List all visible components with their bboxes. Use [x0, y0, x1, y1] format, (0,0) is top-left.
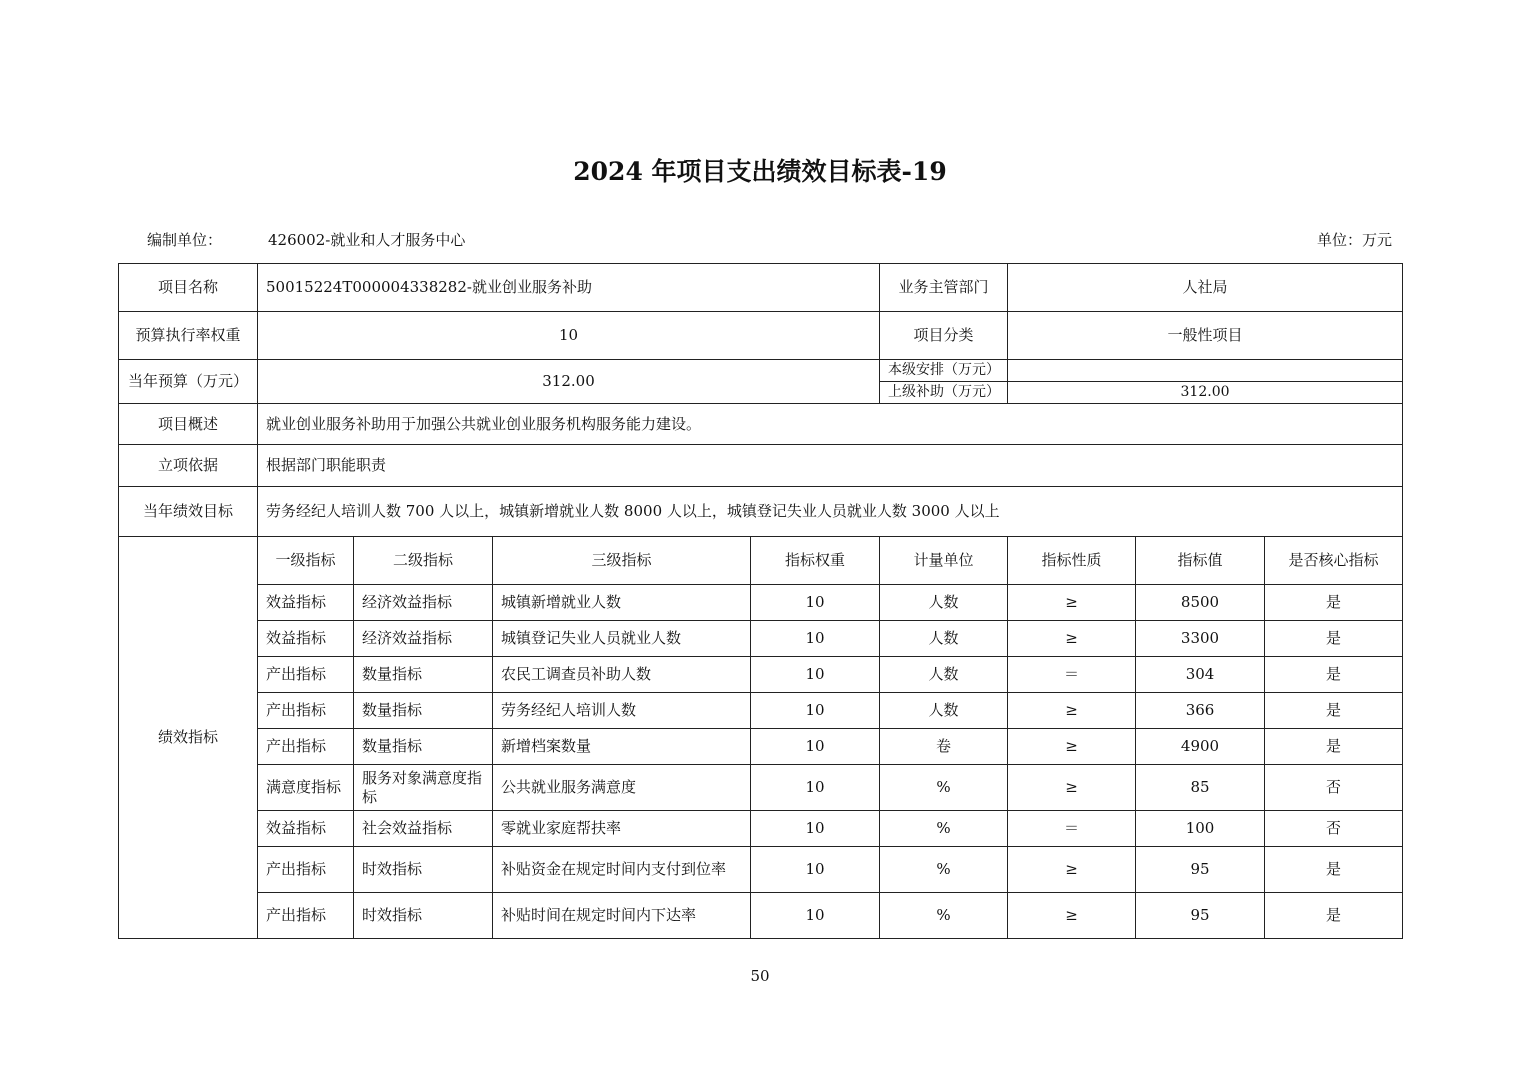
- header-weight: 指标权重: [751, 537, 880, 585]
- goal-value: 劳务经纪人培训人数 700 人以上，城镇新增就业人数 8000 人以上，城镇登记失业人员就业人数 3000 人以上: [258, 487, 1403, 537]
- row-project-name: [119, 264, 1403, 312]
- indicator-nature: ≥: [1008, 585, 1136, 621]
- indicator-nature: ＝: [1008, 811, 1136, 847]
- indicator-core: 否: [1265, 811, 1403, 847]
- indicator-row: [119, 811, 1403, 847]
- header-level1: 一级指标: [258, 537, 354, 585]
- indicator-row: [119, 847, 1403, 893]
- budget-label: 当年预算（万元）: [119, 360, 258, 404]
- row-summary: [119, 404, 1403, 445]
- indicator-nature: ≥: [1008, 621, 1136, 657]
- indicator-level1: 产出指标: [258, 729, 354, 765]
- indicator-weight: 10: [751, 811, 880, 847]
- indicator-level2: 经济效益指标: [354, 621, 493, 657]
- row-weight: [119, 312, 1403, 360]
- indicator-value: 95: [1136, 847, 1265, 893]
- indicator-level3: 公共就业服务满意度: [493, 765, 751, 811]
- project-name-value: 50015224T000004338282-就业创业服务补助: [258, 264, 880, 312]
- indicator-level2: 数量指标: [354, 657, 493, 693]
- header-value: 指标值: [1136, 537, 1265, 585]
- dept-label: 业务主管部门: [880, 264, 1008, 312]
- indicator-level3: 劳务经纪人培训人数: [493, 693, 751, 729]
- row-basis: [119, 445, 1403, 487]
- indicator-unit: 人数: [880, 693, 1008, 729]
- indicator-level3: 新增档案数量: [493, 729, 751, 765]
- indicator-value: 366: [1136, 693, 1265, 729]
- indicator-level1: 产出指标: [258, 657, 354, 693]
- indicator-level2: 数量指标: [354, 729, 493, 765]
- weight-value: 10: [258, 312, 880, 360]
- category-value: 一般性项目: [1008, 312, 1403, 360]
- indicator-nature: ≥: [1008, 847, 1136, 893]
- indicator-level1: 产出指标: [258, 893, 354, 939]
- header-nature: 指标性质: [1008, 537, 1136, 585]
- row-budget-local: [119, 360, 1403, 382]
- document-title: 2024 年项目支出绩效目标表-19: [573, 157, 947, 186]
- local-budget-label: 本级安排（万元）: [880, 360, 1008, 382]
- indicator-core: 是: [1265, 657, 1403, 693]
- indicator-unit: %: [880, 847, 1008, 893]
- indicator-value: 4900: [1136, 729, 1265, 765]
- basis-value: 根据部门职能职责: [258, 445, 1403, 487]
- performance-target-table: [118, 263, 1403, 939]
- indicator-nature: ＝: [1008, 657, 1136, 693]
- indicator-level3: 补贴资金在规定时间内支付到位率: [493, 847, 751, 893]
- indicator-row: [119, 621, 1403, 657]
- project-name-label: 项目名称: [119, 264, 258, 312]
- indicator-unit: 人数: [880, 621, 1008, 657]
- indicator-weight: 10: [751, 893, 880, 939]
- goal-label: 当年绩效目标: [119, 487, 258, 537]
- indicator-core: 是: [1265, 693, 1403, 729]
- indicator-value: 85: [1136, 765, 1265, 811]
- indicator-core: 否: [1265, 765, 1403, 811]
- indicator-value: 304: [1136, 657, 1265, 693]
- indicator-row: [119, 585, 1403, 621]
- dept-value: 人社局: [1008, 264, 1403, 312]
- upper-subsidy-value: 312.00: [1008, 382, 1403, 404]
- basis-label: 立项依据: [119, 445, 258, 487]
- indicator-weight: 10: [751, 585, 880, 621]
- indicator-header-row: [119, 537, 1403, 585]
- indicator-weight: 10: [751, 765, 880, 811]
- indicator-row: [119, 893, 1403, 939]
- indicator-level1: 效益指标: [258, 811, 354, 847]
- indicator-unit: 卷: [880, 729, 1008, 765]
- indicator-level2: 时效指标: [354, 847, 493, 893]
- indicator-level3: 农民工调查员补助人数: [493, 657, 751, 693]
- header-level3: 三级指标: [493, 537, 751, 585]
- indicator-level2: 服务对象满意度指标: [354, 765, 493, 811]
- indicator-core: 是: [1265, 729, 1403, 765]
- indicator-level2: 数量指标: [354, 693, 493, 729]
- category-label: 项目分类: [880, 312, 1008, 360]
- indicator-core: 是: [1265, 621, 1403, 657]
- indicator-weight: 10: [751, 729, 880, 765]
- indicator-row: [119, 729, 1403, 765]
- budget-value: 312.00: [258, 360, 880, 404]
- row-goal: [119, 487, 1403, 537]
- indicator-level3: 补贴时间在规定时间内下达率: [493, 893, 751, 939]
- indicator-level1: 效益指标: [258, 621, 354, 657]
- indicator-unit: %: [880, 893, 1008, 939]
- compiling-unit-label: 编制单位：: [147, 231, 223, 249]
- indicator-nature: ≥: [1008, 893, 1136, 939]
- indicator-row: [119, 657, 1403, 693]
- indicator-level3: 城镇登记失业人员就业人数: [493, 621, 751, 657]
- indicator-value: 3300: [1136, 621, 1265, 657]
- indicator-unit: 人数: [880, 585, 1008, 621]
- summary-value: 就业创业服务补助用于加强公共就业创业服务机构服务能力建设。: [258, 404, 1403, 445]
- indicator-weight: 10: [751, 657, 880, 693]
- indicator-weight: 10: [751, 621, 880, 657]
- header-core: 是否核心指标: [1265, 537, 1403, 585]
- indicator-level2: 经济效益指标: [354, 585, 493, 621]
- summary-label: 项目概述: [119, 404, 258, 445]
- indicator-level2: 社会效益指标: [354, 811, 493, 847]
- indicator-core: 是: [1265, 893, 1403, 939]
- indicator-level1: 效益指标: [258, 585, 354, 621]
- indicator-value: 100: [1136, 811, 1265, 847]
- upper-subsidy-label: 上级补助（万元）: [880, 382, 1008, 404]
- indicator-row: [119, 693, 1403, 729]
- indicator-weight: 10: [751, 693, 880, 729]
- header-unit: 计量单位: [880, 537, 1008, 585]
- header-level2: 二级指标: [354, 537, 493, 585]
- indicator-nature: ≥: [1008, 693, 1136, 729]
- indicator-level1: 产出指标: [258, 693, 354, 729]
- indicator-level3: 城镇新增就业人数: [493, 585, 751, 621]
- indicator-core: 是: [1265, 585, 1403, 621]
- indicator-nature: ≥: [1008, 765, 1136, 811]
- indicator-level1: 产出指标: [258, 847, 354, 893]
- indicator-unit: %: [880, 811, 1008, 847]
- indicator-level1: 满意度指标: [258, 765, 354, 811]
- currency-unit: 单位：万元: [1316, 231, 1392, 249]
- indicator-level3: 零就业家庭帮扶率: [493, 811, 751, 847]
- local-budget-value: [1008, 360, 1403, 382]
- indicator-value: 95: [1136, 893, 1265, 939]
- indicator-row: [119, 765, 1403, 811]
- indicator-unit: 人数: [880, 657, 1008, 693]
- weight-label: 预算执行率权重: [119, 312, 258, 360]
- indicator-value: 8500: [1136, 585, 1265, 621]
- indicator-nature: ≥: [1008, 729, 1136, 765]
- indicator-unit: %: [880, 765, 1008, 811]
- indicator-weight: 10: [751, 847, 880, 893]
- compiling-unit-value: 426002-就业和人才服务中心: [268, 231, 466, 249]
- page-number: 50: [750, 967, 770, 985]
- indicator-core: 是: [1265, 847, 1403, 893]
- indicator-level2: 时效指标: [354, 893, 493, 939]
- indicators-section-label: 绩效指标: [119, 537, 258, 939]
